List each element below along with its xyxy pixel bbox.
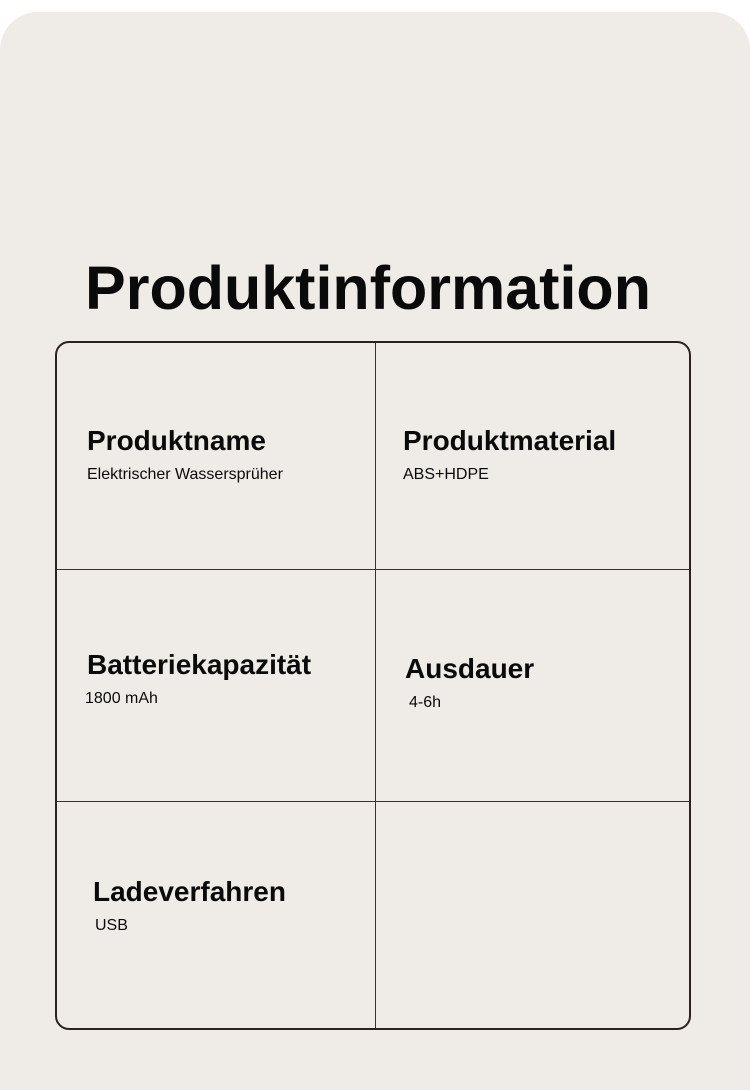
column-divider: [375, 343, 376, 1028]
spec-cell-charging: [93, 876, 286, 936]
row-divider: [57, 569, 689, 570]
spec-value: ABS+HDPE: [403, 466, 489, 483]
spec-value: 1800 mAh: [85, 690, 158, 707]
spec-cell-product-name: [87, 425, 283, 485]
spec-label: Produktname: [87, 425, 266, 456]
spec-table: [55, 341, 691, 1030]
spec-cell-battery: [87, 649, 311, 709]
spec-label: Ausdauer: [405, 653, 535, 684]
page-title: Produktinformation: [85, 254, 651, 322]
spec-value: Elektrischer Wassersprüher: [87, 466, 283, 483]
spec-value: 4-6h: [409, 694, 442, 711]
spec-cell-material: [403, 425, 616, 485]
spec-label: Produktmaterial: [403, 425, 617, 456]
spec-value: USB: [95, 917, 128, 934]
row-divider: [57, 801, 689, 802]
spec-cell-endurance: [405, 653, 534, 713]
content-card: [0, 12, 750, 1090]
spec-label: Ladeverfahren: [93, 876, 286, 907]
spec-label: Batteriekapazität: [87, 649, 312, 680]
